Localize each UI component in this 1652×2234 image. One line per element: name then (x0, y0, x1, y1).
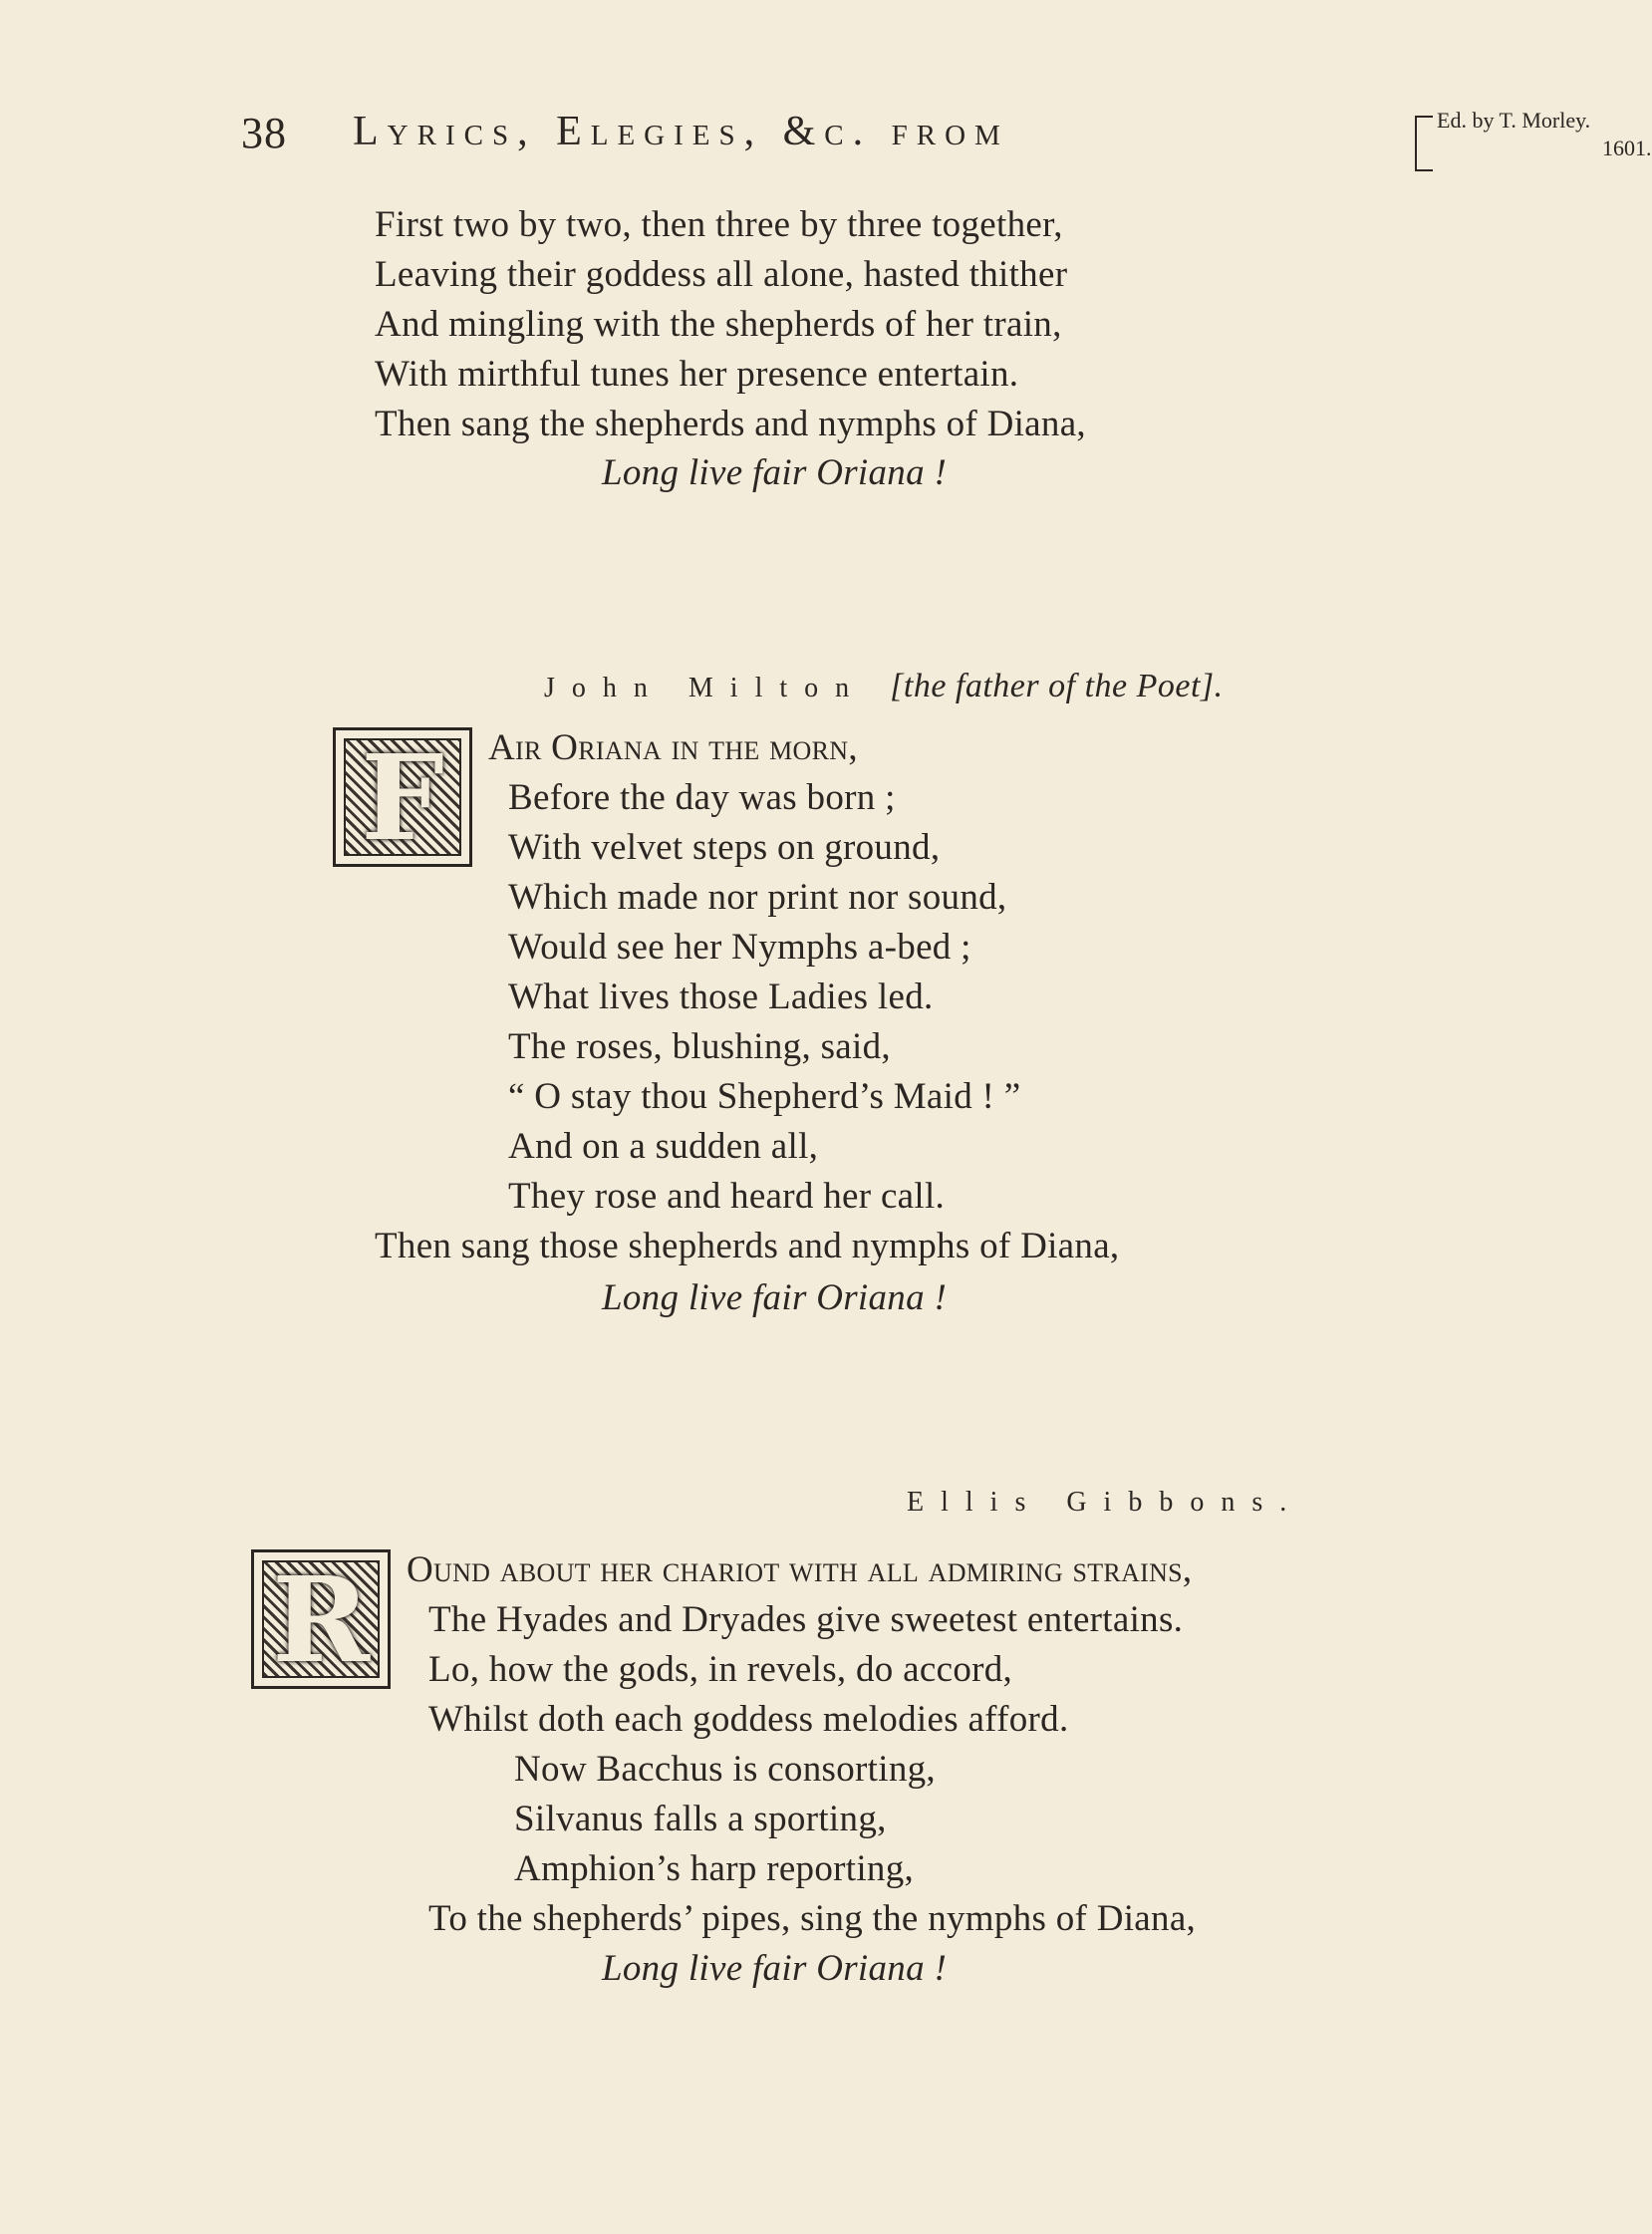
verse-line: And mingling with the shepherds of her train, (375, 304, 1062, 345)
author-heading (544, 668, 1224, 705)
verse-line: Amphion’s harp reporting, (514, 1848, 915, 1889)
verse-line: With velvet steps on ground, (508, 827, 941, 868)
refrain-line: Long live fair Oriana ! (602, 452, 948, 493)
verse-line: Then sang the shepherds and nymphs of Diana, (375, 404, 1086, 444)
verse-line: Air Oriana in the morn, (488, 727, 858, 768)
verse-line: With mirthful tunes her presence entertain. (375, 354, 1019, 395)
verse-line: Now Bacchus is consorting, (514, 1749, 936, 1790)
header-editor-note: Ed. by T. Morley. (1437, 108, 1591, 133)
verse-line: Which made nor print nor sound, (508, 877, 1007, 918)
page-number: 38 (241, 109, 287, 157)
verse-line: They rose and heard her call. (508, 1176, 946, 1217)
author-heading (907, 1487, 1303, 1519)
initial-letter: F (361, 727, 444, 867)
verse-line: And on a sudden all, (508, 1126, 819, 1167)
running-header (241, 108, 1652, 167)
verse-line: The roses, blushing, said, (508, 1026, 891, 1067)
verse-line: What lives those Ladies led. (508, 977, 934, 1017)
refrain-line: Long live fair Oriana ! (602, 1948, 948, 1989)
decorative-initial (251, 1549, 391, 1689)
verse-line: To the shepherds’ pipes, sing the nymphs of Diana, (428, 1898, 1197, 1939)
verse-line: Silvanus falls a sporting, (514, 1799, 887, 1839)
verse-line: Then sang those shepherds and nymphs of Diana, (375, 1226, 1120, 1266)
decorative-initial (333, 727, 472, 867)
verse-line: “ O stay thou Shepherd’s Maid ! ” (508, 1076, 1021, 1117)
author-name: John Milton (544, 673, 867, 703)
header-year: 1601. (1602, 136, 1652, 160)
verse-line: First two by two, then three by three together, (375, 204, 1063, 245)
verse-line: Leaving their goddess all alone, hasted thither (375, 254, 1068, 295)
header-title: Lyrics, Elegies, &c. from (353, 109, 1009, 154)
initial-letter: R (271, 1549, 371, 1689)
verse-line: Whilst doth each goddess melodies afford. (428, 1699, 1069, 1740)
refrain-line: Long live fair Oriana ! (602, 1277, 948, 1318)
author-note: [the father of the Poet]. (890, 668, 1224, 704)
verse-line: Would see her Nymphs a-bed ; (508, 927, 971, 968)
verse-line: The Hyades and Dryades give sweetest entertains. (428, 1599, 1184, 1640)
verse-line: Lo, how the gods, in revels, do accord, (428, 1649, 1013, 1690)
author-name: Ellis Gibbons. (907, 1487, 1304, 1518)
header-bracket (1415, 116, 1433, 171)
verse-line: Ound about her chariot with all admiring strains, (407, 1549, 1193, 1590)
verse-line: Before the day was born ; (508, 777, 896, 818)
